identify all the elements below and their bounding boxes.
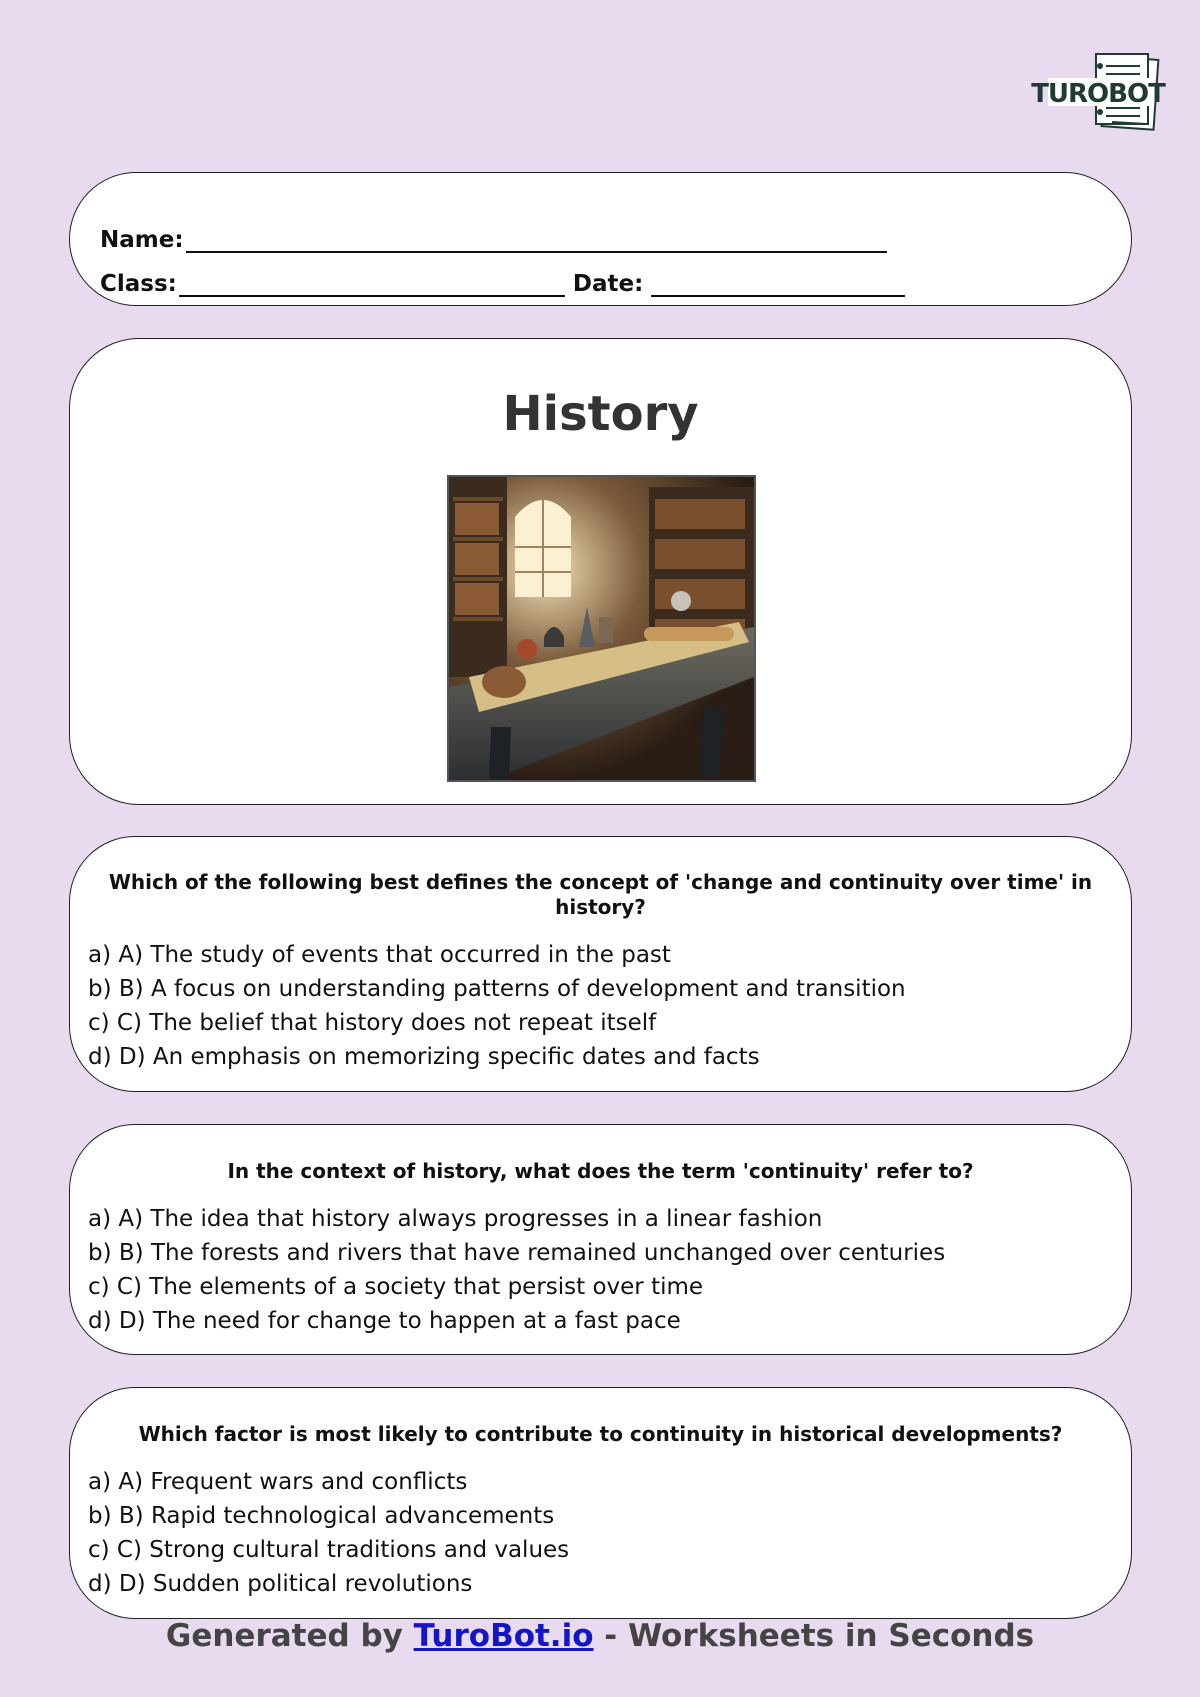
name-row xyxy=(100,209,1131,253)
answer-option-c[interactable]: c) C) The elements of a society that persist over time xyxy=(88,1274,704,1300)
answer-option-b[interactable]: b) B) A focus on understanding patterns of development and transition xyxy=(88,976,906,1002)
question-text: In the context of history, what does the term 'continuity' refer to? xyxy=(227,1159,974,1183)
title-card xyxy=(69,338,1132,805)
class-field[interactable] xyxy=(179,273,565,297)
answer-option-d[interactable]: d) D) Sudden political revolutions xyxy=(88,1571,473,1597)
question-text: Which factor is most likely to contribute to continuity in historical developments? xyxy=(138,1422,1063,1446)
question-card-1 xyxy=(69,836,1132,1092)
class-date-row xyxy=(100,253,1131,297)
class-label: Class: xyxy=(100,271,177,297)
name-field[interactable] xyxy=(186,229,887,253)
worksheet-title: History xyxy=(502,386,699,442)
answer-option-a[interactable]: a) A) The idea that history always progresses in a linear fashion xyxy=(88,1206,823,1232)
answer-option-c[interactable]: c) C) The belief that history does not repeat itself xyxy=(88,1010,657,1036)
answer-option-a[interactable]: a) A) The study of events that occurred in the past xyxy=(88,942,671,968)
footer-prefix: Generated by xyxy=(165,1618,414,1654)
student-info-card xyxy=(69,172,1132,306)
footer-suffix: - Worksheets in Seconds xyxy=(593,1618,1035,1654)
question-card-2 xyxy=(69,1124,1132,1355)
answer-options xyxy=(88,938,1113,1074)
answer-option-c[interactable]: c) C) Strong cultural traditions and values xyxy=(88,1537,570,1563)
question-card-3 xyxy=(69,1387,1132,1619)
footer xyxy=(0,1618,1200,1654)
answer-options xyxy=(88,1202,1113,1338)
history-library-illustration xyxy=(447,475,756,782)
turobot-logo xyxy=(1031,52,1165,136)
answer-option-b[interactable]: b) B) Rapid technological advancements xyxy=(88,1503,555,1529)
answer-option-d[interactable]: d) D) An emphasis on memorizing specific dates and facts xyxy=(88,1044,760,1070)
turobot-link[interactable]: TuroBot.io xyxy=(413,1618,594,1654)
answer-option-a[interactable]: a) A) Frequent wars and conflicts xyxy=(88,1469,468,1495)
date-label: Date: xyxy=(572,271,644,297)
question-text: Which of the following best defines the concept of 'change and continuity over time' in history? xyxy=(108,870,1093,919)
logo-text: TUROBOT xyxy=(1031,79,1165,109)
name-label: Name: xyxy=(100,227,184,253)
answer-option-b[interactable]: b) B) The forests and rivers that have remained unchanged over centuries xyxy=(88,1240,946,1266)
date-field[interactable] xyxy=(651,273,905,297)
answer-options xyxy=(88,1465,1113,1601)
answer-option-d[interactable]: d) D) The need for change to happen at a fast pace xyxy=(88,1308,681,1334)
